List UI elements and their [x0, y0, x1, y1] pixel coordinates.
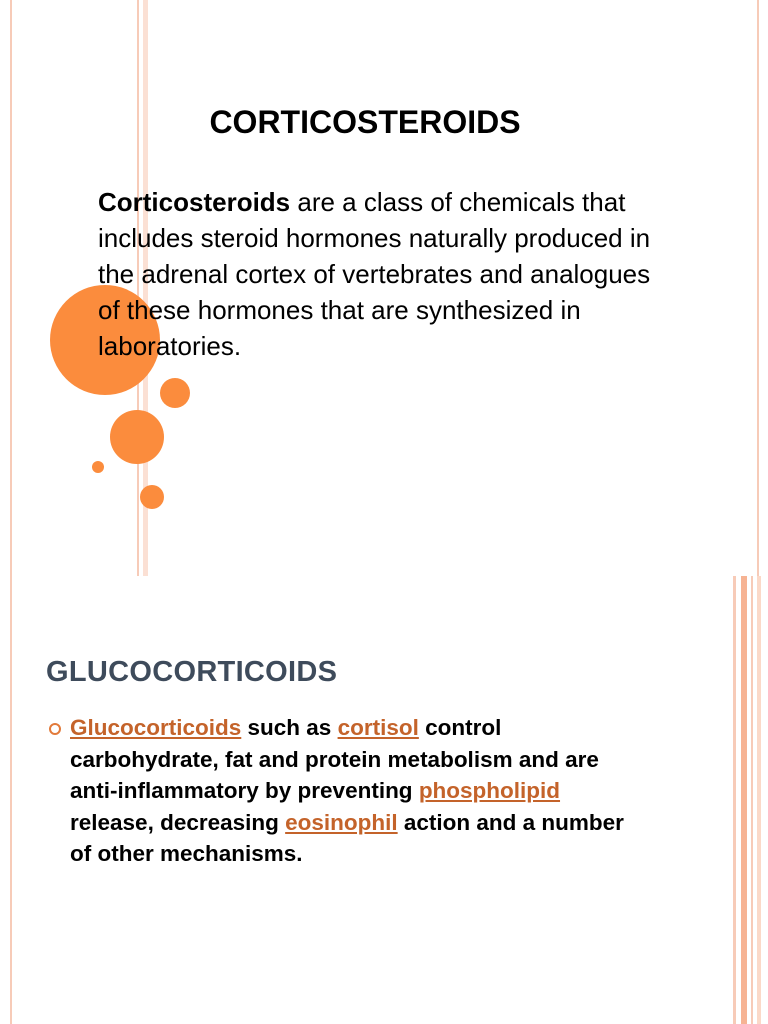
phospholipid-link[interactable]: phospholipid: [418, 778, 561, 803]
glucocorticoids-link[interactable]: Glucocorticoids: [70, 715, 242, 740]
bullet-text: release, decreasing: [70, 809, 286, 835]
body-text: are a class of chemicals that includes steroid hormones naturally produced in the adrenal cortex of vertebrates and analogues of these hormones that are synthesized in laboratories.: [98, 187, 651, 361]
body-strong-term: Corticosteroids: [98, 187, 291, 217]
decorative-circle: [160, 378, 190, 408]
bullet-circle-icon: [49, 723, 61, 735]
slide-2: [0, 576, 768, 1024]
bullet-list: [46, 712, 646, 870]
decorative-line: [10, 0, 12, 576]
bullet-text: such as: [241, 715, 338, 740]
slide-1-body: [98, 184, 658, 364]
bullet-text: action and a number of other mechanisms.: [70, 809, 624, 866]
slide-2-title: GLUCOCORTICOIDS: [46, 656, 338, 688]
decorative-line: [10, 576, 12, 1024]
decorative-circle: [110, 410, 164, 464]
eosinophil-link[interactable]: eosinophil: [285, 809, 398, 835]
decorative-line: [757, 576, 761, 1024]
decorative-line: [733, 576, 736, 1024]
cortisol-link[interactable]: cortisol: [337, 715, 419, 740]
decorative-circle: [92, 461, 104, 473]
bullet-text: control carbohydrate, fat and protein metabolism and are anti-inflammatory by preventing: [70, 715, 599, 803]
decorative-line: [757, 0, 759, 576]
decorative-circle: [140, 485, 164, 509]
decorative-line: [751, 576, 753, 1024]
decorative-line: [741, 576, 747, 1024]
slide-1-title: CORTICOSTEROIDS: [209, 104, 521, 140]
list-item: [46, 712, 646, 870]
